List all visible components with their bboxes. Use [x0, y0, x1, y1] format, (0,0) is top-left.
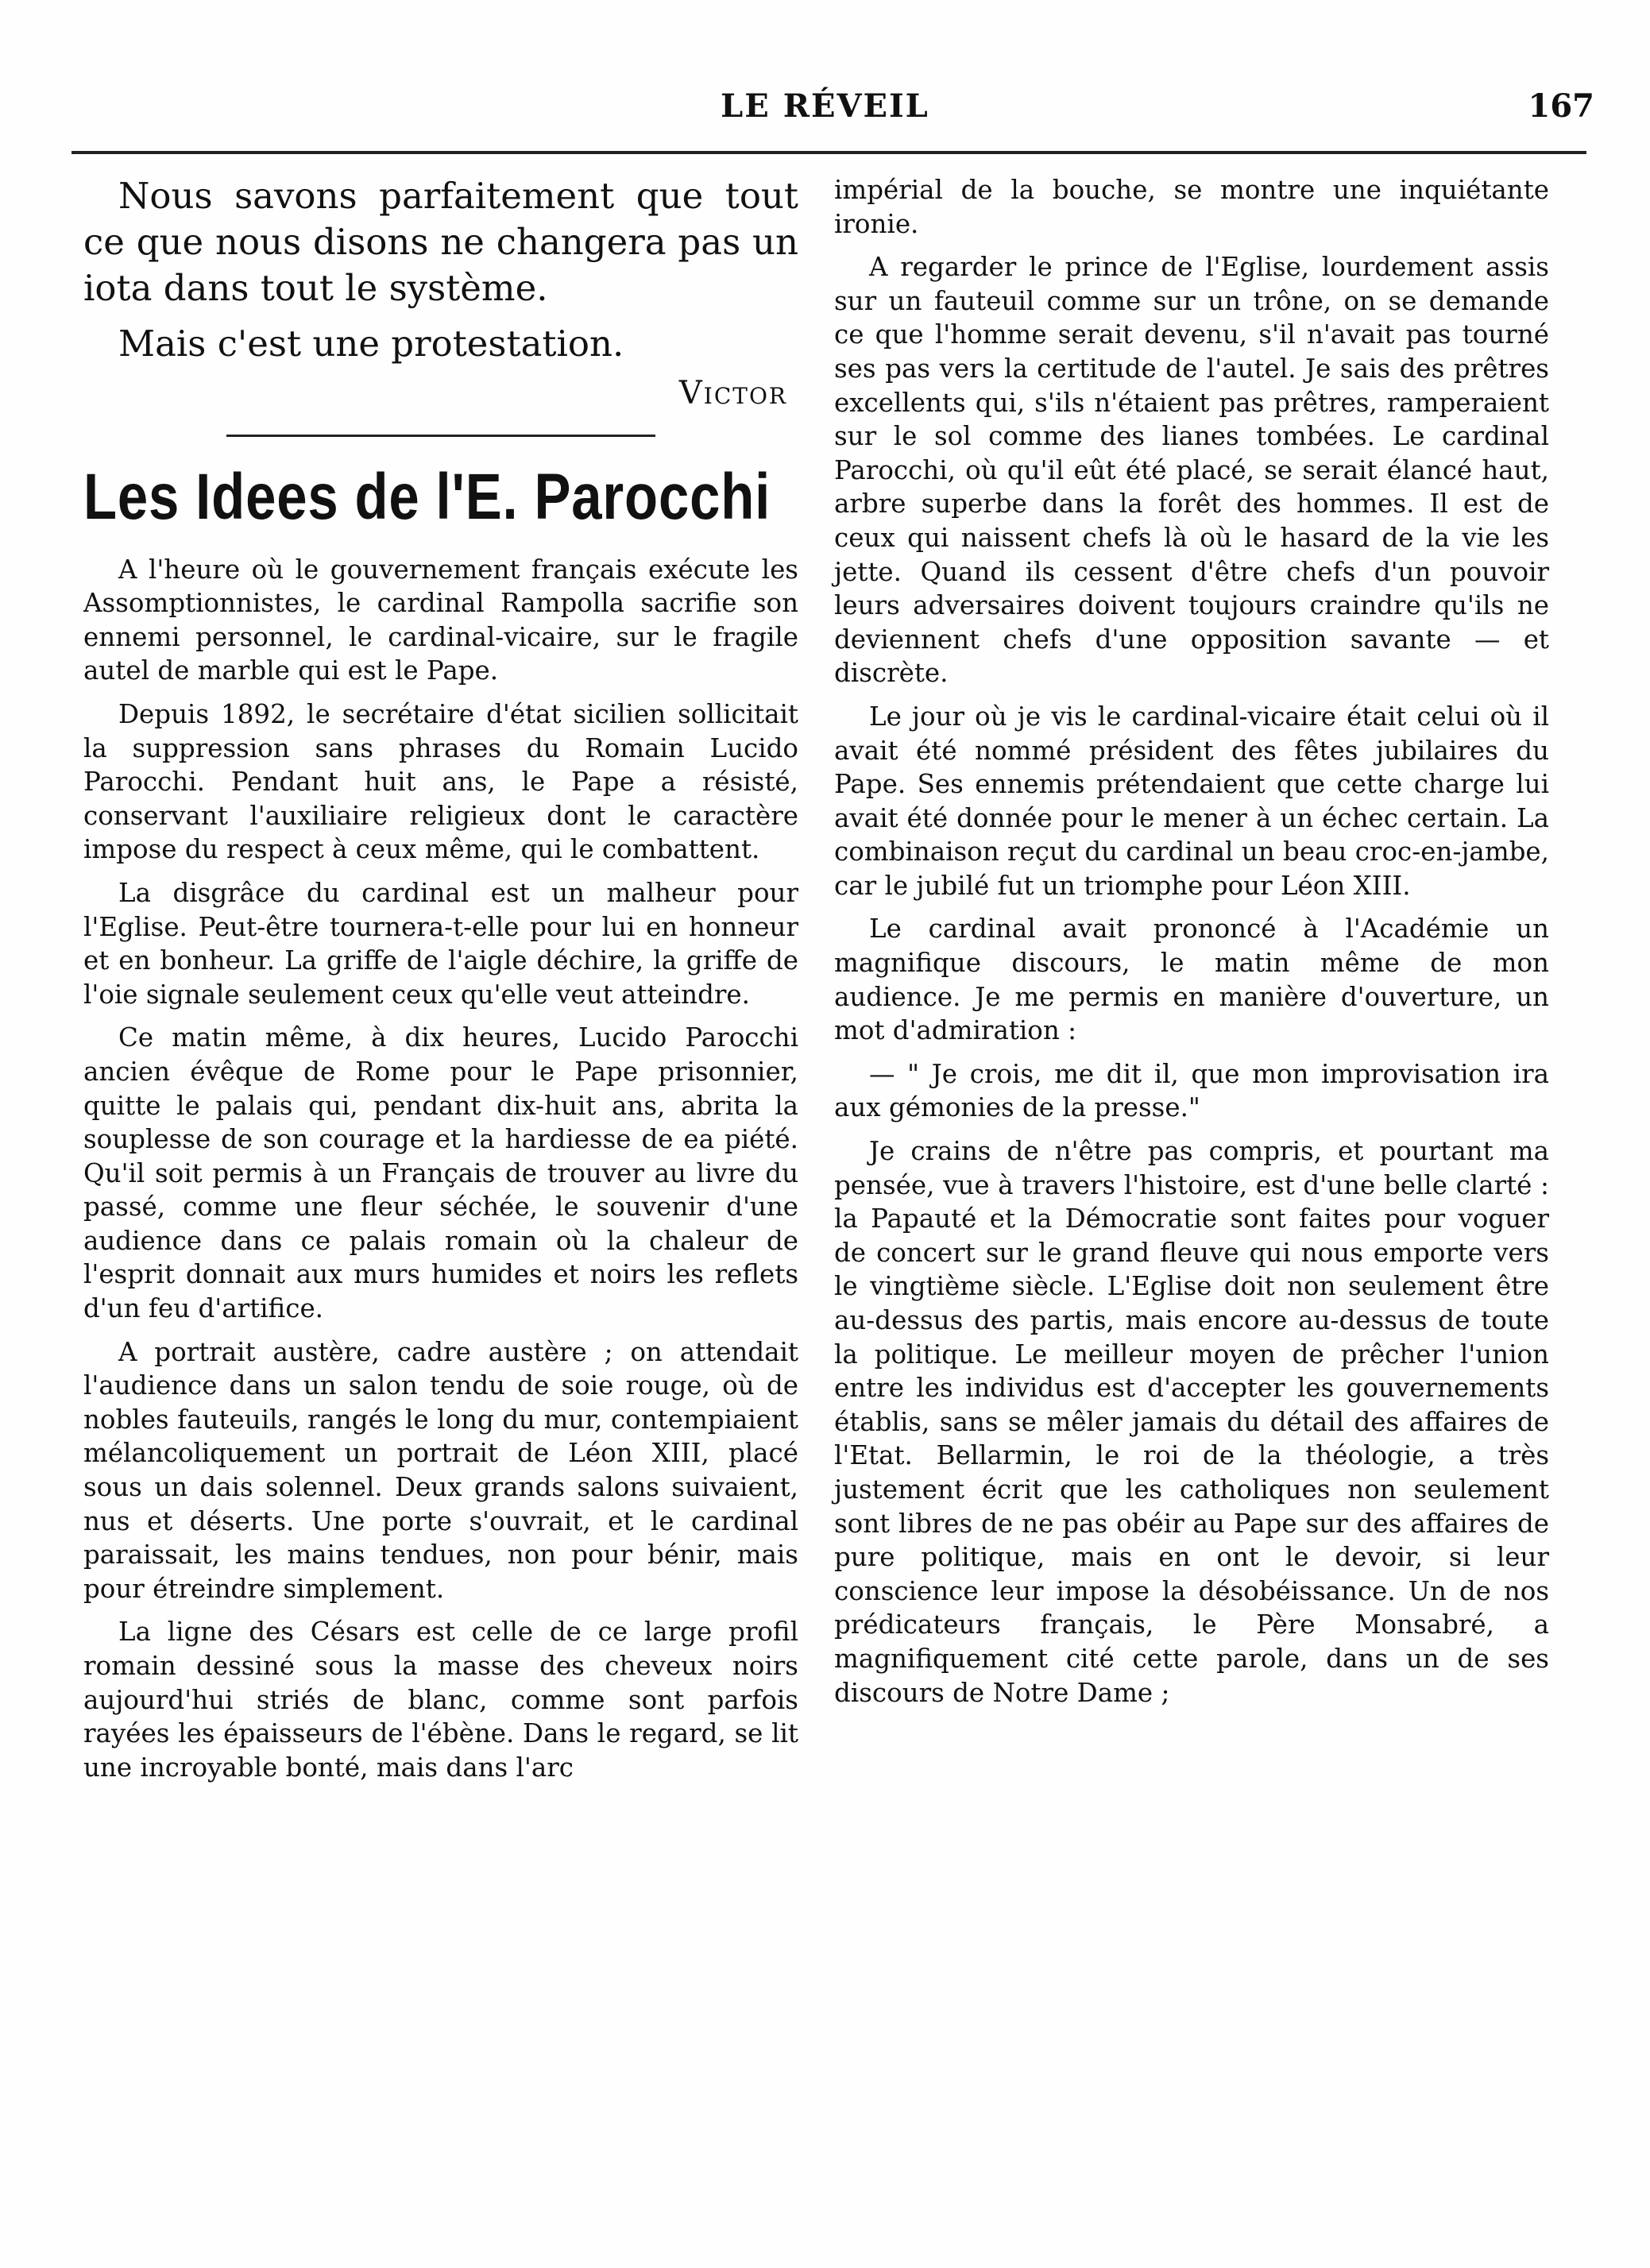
dialogue-paragraph: — " Je crois, me dit il, que mon improvisation ira aux gémonies de la presse."	[834, 1058, 1549, 1123]
article-title: Les Idees de l'E. Parocchi	[83, 460, 771, 533]
paragraph: A portrait austère, cadre austère ; on attendait l'audience dans un salon tendu de soie rouge, où de nobles fauteuils, rangés le long du mur, contempiaient mélancoliquement un portrait de Léon XIII, placé sous un dais solennel. Deux grands salons suivaient, nus et déserts. Une porte s'ouvrait, et le cardinal paraissait, les mains tendues, non pour bénir, mais pour étreindre simplement.	[83, 1336, 798, 1604]
paragraph: Je crains de n'être pas compris, et pourtant ma pensée, vue à travers l'histoire, est d'une belle clarté : la Papauté et la Démocratie sont faites pour voguer de concert sur le grand fleuve qui nous emporte vers le vingtième siècle. L'Eglise doit non seulement être au-dessus des partis, mais encore au-dessus de toute la politique. Le meilleur moyen de prêcher l'union entre les individus est d'accepter les gouvernements établis, sans se mêler jamais du détail des affaires de l'Etat. Bellarmin, le roi de la théologie, a très justement écrit que les catholiques non seulement sont libres de ne pas obéir au Pape sur des affaires de pure politique, mais en ont le devoir, si leur conscience leur impose la désobéissance. Un de nos prédicateurs français, le Père Monsabré, a magnifiquement cité cette parole, dans un de ses discours de Notre Dame ;	[834, 1136, 1549, 1708]
paragraph: La disgrâce du cardinal est un malheur pour l'Eglise. Peut-être tournera-t-elle pour lui en honneur et en bonheur. La griffe de l'aigle déchire, la griffe de l'oie signale seulement ceux qu'elle veut atteindre.	[83, 877, 798, 1010]
paragraph: La ligne des Césars est celle de ce large profil romain dessiné sous la masse des cheveux noirs aujourd'hui striés de blanc, comme sont parfois rayées les épaisseurs de l'ébène. Dans le regard, se lit une incroyable bonté, mais dans l'arc	[83, 1617, 798, 1783]
paragraph: Depuis 1892, le secrétaire d'état sicilien sollicitait la suppression sans phrases du Romain Lucido Parocchi. Pendant huit ans, le Pape a résisté, conservant l'auxiliaire religieux dont le caractère impose du respect à ceux même, qui le combattent.	[83, 698, 798, 865]
intro-paragraph: Mais c'est une protestation.	[118, 323, 624, 365]
header-rule	[71, 151, 1586, 154]
intro-paragraph: Nous savons parfaitement que tout ce que nous disons ne changera pas un iota dans tout le système.	[83, 175, 798, 309]
left-column	[83, 173, 798, 1794]
paragraph: Le cardinal avait prononcé à l'Académie un magnifique discours, le matin même de mon audience. Je me permis en manière d'ouverture, un mot d'admiration :	[834, 914, 1549, 1046]
intro-block	[83, 173, 798, 367]
continuation-paragraph: impérial de la bouche, se montre une inquiétante ironie.	[834, 175, 1549, 239]
paragraph: A l'heure où le gouvernement français exécute les Assomptionnistes, le cardinal Rampolla sacrifie son ennemi personnel, le cardinal-vicaire, sur le fragile autel de marble qui est le Pape.	[83, 554, 798, 686]
journal-title: LE RÉVEIL	[721, 87, 929, 125]
running-head	[0, 87, 1650, 135]
paragraph: Ce matin même, à dix heures, Lucido Parocchi ancien évêque de Rome pour le Pape prisonnier, quitte le palais qui, pendant dix-huit ans, abrita la souplesse de son courage et la hardiesse de ea piété. Qu'il soit permis à un Français de trouver au livre du passé, comme une fleur séchée, le souvenir d'une audience dans ce palais romain où la chaleur de l'esprit donnait aux murs humides et noirs les reflets d'un feu d'artifice.	[83, 1022, 798, 1324]
page-number: 167	[1528, 87, 1594, 125]
separator-rule	[226, 435, 655, 437]
paragraph: A regarder le prince de l'Eglise, lourdement assis sur un fauteuil comme sur un trône, on se demande ce que l'homme serait devenu, s'il n'avait pas tourné ses pas vers la certitude de l'autel. Je sais des prêtres excellents qui, s'ils n'étaient pas prêtres, ramperaient sur le sol comme des lianes tombées. Le cardinal Parocchi, où qu'il eût été placé, se serait élancé haut, arbre superbe dans la forêt des hommes. Il est de ceux qui naissent chefs là où le hasard de la vie les jette. Quand ils cessent d'être chefs d'un pouvoir leurs adversaires doivent toujours craindre qu'ils ne deviennent chefs d'une opposition savante — et discrète.	[834, 252, 1549, 689]
signature: Victor	[678, 375, 787, 411]
paragraph: Le jour où je vis le cardinal-vicaire était celui où il avait été nommé président des fêtes jubilaires du Pape. Ses ennemis prétendaient que cette charge lui avait été donnée pour le mener à un échec certain. La combinaison reçut du cardinal un beau croc-en-jambe, car le jubilé fut un triomphe pour Léon XIII.	[834, 701, 1549, 901]
right-column	[834, 173, 1549, 1719]
